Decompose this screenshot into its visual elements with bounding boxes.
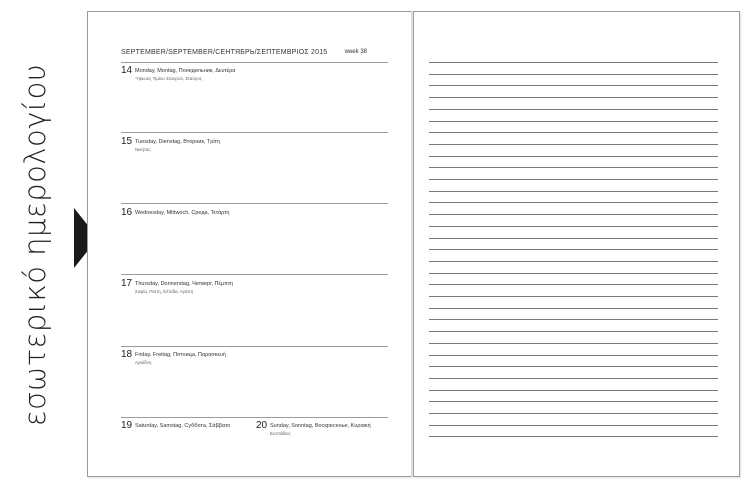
day-divider <box>121 346 388 347</box>
month-header: SEPTEMBER/SEPTEMBER/СЕНТЯБРЬ/ΣΕΠΤΕΜΒΡΙΟΣ 2015 <box>121 49 328 56</box>
note-line <box>429 436 718 437</box>
note-line <box>429 132 718 133</box>
note-line <box>429 355 718 356</box>
note-line <box>429 121 718 122</box>
note-line <box>429 62 718 63</box>
day-number: 18 <box>121 349 133 360</box>
day-entry-tuesday <box>121 136 388 166</box>
day-number: 14 <box>121 65 133 76</box>
day-divider <box>121 417 388 418</box>
day-names: Monday, Montag, Понедельник, Δευτέρα <box>135 68 236 74</box>
note-line <box>429 97 718 98</box>
day-entry-thursday <box>121 278 388 308</box>
week-label: week 38 <box>344 49 367 55</box>
note-line <box>429 191 718 192</box>
note-line <box>429 144 718 145</box>
day-divider <box>121 203 388 204</box>
name-day-saints: Ύψωσις Τιμίου Σταυρού, Σταύρος <box>135 76 203 81</box>
note-line <box>429 308 718 309</box>
note-line <box>429 202 718 203</box>
day-number: 17 <box>121 278 133 289</box>
note-line <box>429 167 718 168</box>
name-day-saints: Ευστάθιος <box>270 431 291 436</box>
note-line <box>429 74 718 75</box>
day-divider <box>121 274 388 275</box>
note-line <box>429 390 718 391</box>
note-line <box>429 319 718 320</box>
note-line <box>429 331 718 332</box>
day-number: 16 <box>121 207 133 218</box>
name-day-saints: Νικήτας <box>135 147 151 152</box>
header-rule <box>121 62 388 63</box>
day-names: Tuesday, Dienstag, Вторник, Τρίτη <box>135 139 220 145</box>
day-names: Sunday, Sonntag, Воскресенье, Κυριακή <box>270 423 371 429</box>
note-line <box>429 156 718 157</box>
note-line <box>429 413 718 414</box>
note-line <box>429 85 718 86</box>
side-caption <box>10 63 60 427</box>
note-line <box>429 284 718 285</box>
note-line <box>429 378 718 379</box>
caption-text: εσωτερικό ημερολογίου <box>18 63 52 427</box>
note-line <box>429 226 718 227</box>
day-names: Thursday, Donnerstag, Четверг, Πέμπτη <box>135 281 234 287</box>
left-page <box>87 11 412 477</box>
note-line <box>429 273 718 274</box>
note-line <box>429 179 718 180</box>
note-line <box>429 343 718 344</box>
day-entry-friday <box>121 349 388 379</box>
name-day-saints: Σοφία, Πίστη, Ελπίδα, Αγάπη <box>135 289 194 294</box>
note-line <box>429 238 718 239</box>
day-number: 15 <box>121 136 133 147</box>
note-line <box>429 261 718 262</box>
note-line <box>429 425 718 426</box>
day-entry-sunday <box>256 420 391 450</box>
note-line <box>429 296 718 297</box>
day-number: 20 <box>256 420 268 431</box>
day-number: 19 <box>121 420 133 431</box>
note-line <box>429 109 718 110</box>
day-entry-wednesday <box>121 207 388 237</box>
right-page-notes <box>413 11 740 477</box>
day-divider <box>121 132 388 133</box>
note-line <box>429 366 718 367</box>
day-names: Saturday, Samstag, Суббота, Σάββατο <box>135 423 231 429</box>
day-names: Wednesday, Mittwoch, Среда, Τετάρτη <box>135 210 230 216</box>
page-header <box>121 49 389 61</box>
note-line <box>429 214 718 215</box>
note-line <box>429 249 718 250</box>
day-entry-saturday <box>121 420 256 450</box>
day-entry-monday <box>121 65 388 95</box>
day-names: Friday, Freitag, Пятница, Παρασκευή <box>135 352 227 358</box>
note-line <box>429 401 718 402</box>
name-day-saints: Αριάδνη <box>135 360 152 365</box>
